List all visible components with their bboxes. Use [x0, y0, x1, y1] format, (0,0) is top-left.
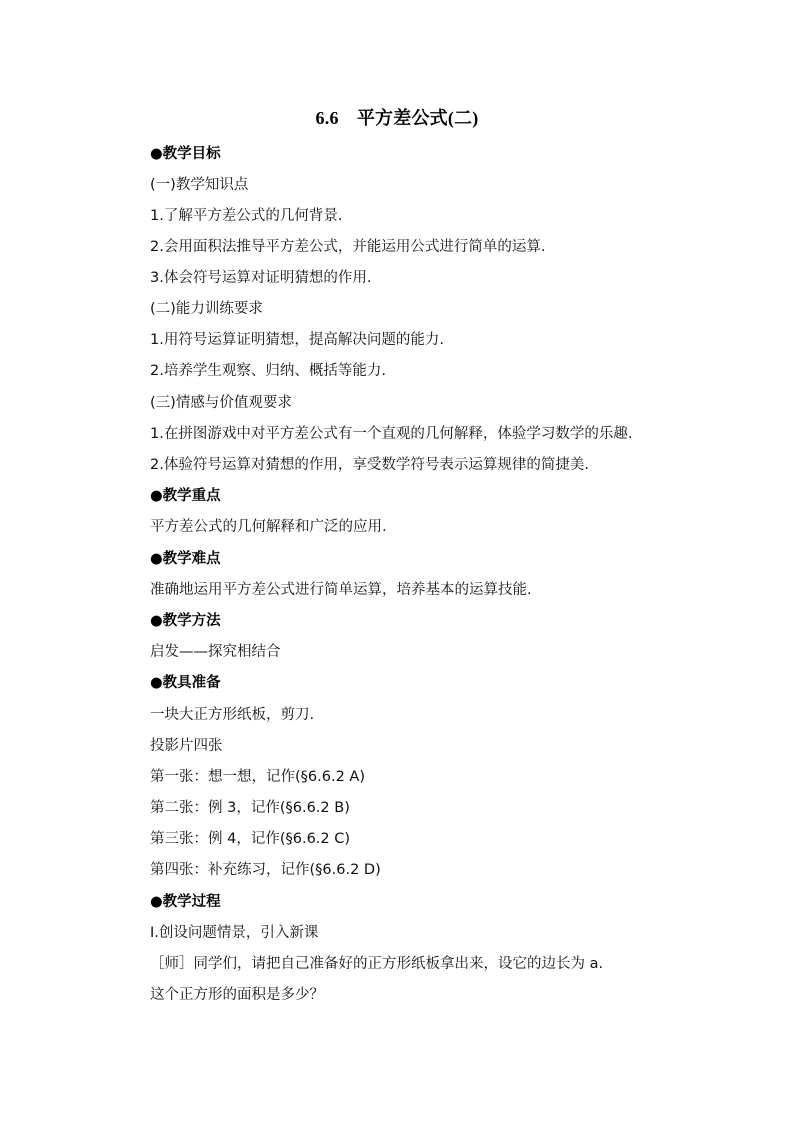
list-item: 第三张：例 4，记作(§6.6.2 C): [150, 831, 351, 847]
list-item: 2.培养学生观察、归纳、概括等能力.: [150, 363, 386, 379]
page-title: 6.6 平方差公式(二): [315, 108, 479, 128]
list-item: 2.体验符号运算对猜想的作用，享受数学符号表示运算规律的简捷美.: [150, 457, 589, 473]
paragraph: 平方差公式的几何解释和广泛的应用.: [150, 519, 387, 535]
section-heading-materials: ●教具准备: [150, 675, 221, 691]
subheading-knowledge: (一)教学知识点: [150, 177, 249, 193]
subheading-emotion: (三)情感与价值观要求: [150, 395, 292, 411]
section-heading-methods: ●教学方法: [150, 613, 221, 629]
section-heading-objectives: ●教学目标: [150, 146, 221, 162]
list-item: 1.了解平方差公式的几何背景.: [150, 208, 343, 224]
paragraph: 投影片四张: [150, 738, 223, 754]
list-item: 第四张：补充练习，记作(§6.6.2 D): [150, 862, 381, 878]
subheading-step-1: Ⅰ.创设问题情景，引入新课: [150, 925, 319, 941]
list-item: 3.体会符号运算对证明猜想的作用.: [150, 270, 372, 286]
list-item: 1.用符号运算证明猜想，提高解决问题的能力.: [150, 332, 444, 348]
paragraph: ［师］同学们，请把自己准备好的正方形纸板拿出来，设它的边长为 a.: [150, 956, 604, 972]
paragraph: 一块大正方形纸板，剪刀.: [150, 707, 315, 723]
paragraph: 启发——探究相结合: [150, 644, 281, 660]
paragraph: 这个正方形的面积是多少？: [150, 987, 324, 1003]
section-heading-process: ●教学过程: [150, 894, 221, 910]
section-heading-key-points: ●教学重点: [150, 488, 221, 504]
paragraph: 准确地运用平方差公式进行简单运算，培养基本的运算技能.: [150, 582, 532, 598]
list-item: 第一张：想一想，记作(§6.6.2 A): [150, 769, 365, 785]
list-item: 2.会用面积法推导平方差公式，并能运用公式进行简单的运算.: [150, 239, 546, 255]
list-item: 第二张：例 3，记作(§6.6.2 B): [150, 800, 350, 816]
list-item: 1.在拼图游戏中对平方差公式有一个直观的几何解释，体验学习数学的乐趣.: [150, 426, 633, 442]
subheading-ability: (二)能力训练要求: [150, 301, 263, 317]
section-heading-difficulties: ●教学难点: [150, 551, 221, 567]
